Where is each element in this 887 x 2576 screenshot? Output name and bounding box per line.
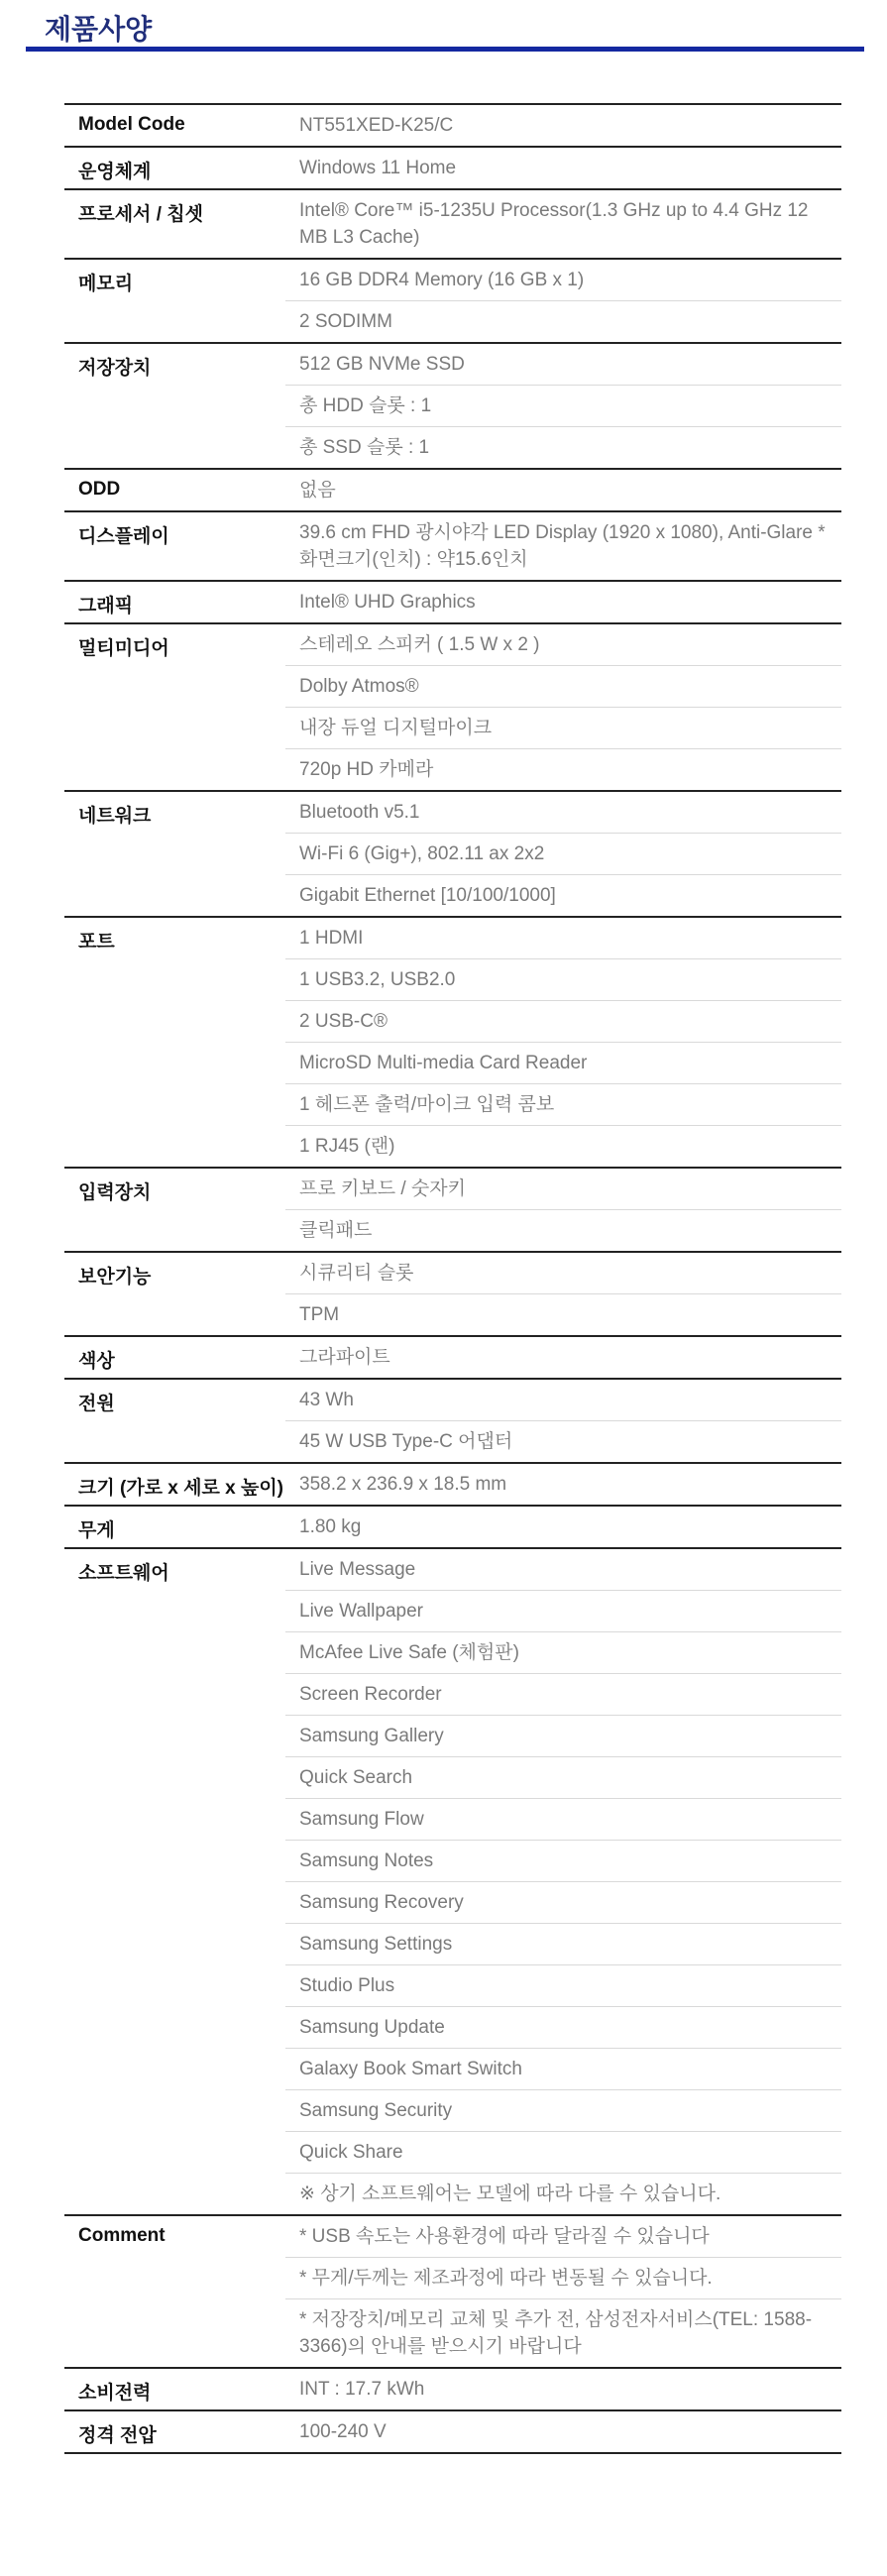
spec-value: Samsung Update: [285, 2007, 841, 2049]
spec-value: 1 HDMI: [285, 917, 841, 959]
spec-label: 운영체계: [64, 147, 285, 189]
spec-row: [64, 1336, 841, 1379]
spec-value: Samsung Security: [285, 2090, 841, 2132]
spec-value: Intel® Core™ i5-1235U Processor(1.3 GHz up to 4.4 GHz 12 MB L3 Cache): [285, 189, 841, 259]
spec-value: * USB 속도는 사용환경에 따라 달라질 수 있습니다: [285, 2215, 841, 2258]
spec-row: [64, 343, 841, 386]
spec-value: 358.2 x 236.9 x 18.5 mm: [285, 1463, 841, 1506]
page-title: 제품사양: [45, 14, 153, 45]
spec-label: 그래픽: [64, 581, 285, 623]
spec-value: TPM: [285, 1294, 841, 1337]
spec-label: 저장장치: [64, 343, 285, 469]
spec-label: 디스플레이: [64, 511, 285, 581]
spec-value: 100-240 V: [285, 2410, 841, 2453]
spec-row: [64, 469, 841, 511]
spec-row: [64, 511, 841, 581]
spec-label: 크기 (가로 x 세로 x 높이): [64, 1463, 285, 1506]
spec-value: Studio Plus: [285, 1965, 841, 2007]
spec-value: 1 RJ45 (랜): [285, 1126, 841, 1169]
spec-label: 네트워크: [64, 791, 285, 917]
spec-value: Live Message: [285, 1548, 841, 1591]
spec-value: Quick Share: [285, 2132, 841, 2174]
spec-value: 2 USB-C®: [285, 1001, 841, 1043]
spec-value: Samsung Gallery: [285, 1716, 841, 1757]
spec-value: Galaxy Book Smart Switch: [285, 2049, 841, 2090]
spec-row: [64, 189, 841, 259]
spec-value: Samsung Recovery: [285, 1882, 841, 1924]
spec-label: Comment: [64, 2215, 285, 2368]
spec-label: 색상: [64, 1336, 285, 1379]
spec-value: Dolby Atmos®: [285, 666, 841, 708]
spec-label: 메모리: [64, 259, 285, 343]
spec-row: [64, 1506, 841, 1548]
spec-value: Samsung Notes: [285, 1841, 841, 1882]
spec-value: 그라파이트: [285, 1336, 841, 1379]
spec-value: 43 Wh: [285, 1379, 841, 1421]
spec-value: 1.80 kg: [285, 1506, 841, 1548]
spec-value: Screen Recorder: [285, 1674, 841, 1716]
spec-label: 프로세서 / 칩셋: [64, 189, 285, 259]
spec-value: INT : 17.7 kWh: [285, 2368, 841, 2410]
spec-value: 39.6 cm FHD 광시야각 LED Display (1920 x 1080), Anti-Glare *화면크기(인치) : 약15.6인치: [285, 511, 841, 581]
spec-value: Windows 11 Home: [285, 147, 841, 189]
spec-value: Intel® UHD Graphics: [285, 581, 841, 623]
spec-value: 1 헤드폰 출력/마이크 입력 콤보: [285, 1084, 841, 1126]
spec-value: 720p HD 카메라: [285, 749, 841, 792]
spec-value: 내장 듀얼 디지털마이크: [285, 708, 841, 749]
spec-row: [64, 791, 841, 834]
spec-label: 입력장치: [64, 1168, 285, 1252]
spec-label: 전원: [64, 1379, 285, 1463]
spec-row: [64, 1463, 841, 1506]
spec-value: ※ 상기 소프트웨어는 모델에 따라 다를 수 있습니다.: [285, 2174, 841, 2216]
spec-row: [64, 623, 841, 666]
spec-value: Wi-Fi 6 (Gig+), 802.11 ax 2x2: [285, 834, 841, 875]
spec-value: Quick Search: [285, 1757, 841, 1799]
spec-value: 2 SODIMM: [285, 301, 841, 344]
spec-row: [64, 1252, 841, 1294]
spec-value: Live Wallpaper: [285, 1591, 841, 1632]
spec-value: McAfee Live Safe (체험판): [285, 1632, 841, 1674]
spec-value: 1 USB3.2, USB2.0: [285, 959, 841, 1001]
spec-label: 소비전력: [64, 2368, 285, 2410]
spec-value: * 저장장치/메모리 교체 및 추가 전, 삼성전자서비스(TEL: 1588-3366)의 안내를 받으시기 바랍니다: [285, 2299, 841, 2369]
spec-row: [64, 1548, 841, 1591]
spec-label: 멀티미디어: [64, 623, 285, 791]
spec-value: 없음: [285, 469, 841, 511]
spec-value: 512 GB NVMe SSD: [285, 343, 841, 386]
spec-value: Samsung Settings: [285, 1924, 841, 1965]
spec-value: NT551XED-K25/C: [285, 104, 841, 147]
spec-value: 스테레오 스피커 ( 1.5 W x 2 ): [285, 623, 841, 666]
spec-label: 정격 전압: [64, 2410, 285, 2453]
spec-label: ODD: [64, 469, 285, 511]
spec-row: [64, 2368, 841, 2410]
title-underline: [26, 47, 864, 52]
spec-label: 포트: [64, 917, 285, 1168]
spec-value: 45 W USB Type-C 어댑터: [285, 1421, 841, 1464]
spec-value: Bluetooth v5.1: [285, 791, 841, 834]
spec-row: [64, 1379, 841, 1421]
spec-value: 총 SSD 슬롯 : 1: [285, 427, 841, 470]
title-bar: [0, 0, 887, 56]
spec-row: [64, 147, 841, 189]
spec-row: [64, 1168, 841, 1210]
spec-value: 시큐리티 슬롯: [285, 1252, 841, 1294]
spec-row: [64, 2215, 841, 2258]
spec-value: * 무게/두께는 제조과정에 따라 변동될 수 있습니다.: [285, 2258, 841, 2299]
spec-row: [64, 104, 841, 147]
spec-value: 총 HDD 슬롯 : 1: [285, 386, 841, 427]
spec-value: MicroSD Multi-media Card Reader: [285, 1043, 841, 1084]
spec-value: Samsung Flow: [285, 1799, 841, 1841]
spec-row: [64, 581, 841, 623]
spec-label: 보안기능: [64, 1252, 285, 1336]
spec-value: 프로 키보드 / 숫자키: [285, 1168, 841, 1210]
spec-label: 소프트웨어: [64, 1548, 285, 2215]
spec-row: [64, 2410, 841, 2453]
spec-row: [64, 917, 841, 959]
spec-value: Gigabit Ethernet [10/100/1000]: [285, 875, 841, 918]
spec-label: Model Code: [64, 104, 285, 147]
spec-label: 무게: [64, 1506, 285, 1548]
spec-value: 클릭패드: [285, 1210, 841, 1253]
spec-row: [64, 259, 841, 301]
spec-value: 16 GB DDR4 Memory (16 GB x 1): [285, 259, 841, 301]
spec-table: [64, 103, 841, 2454]
